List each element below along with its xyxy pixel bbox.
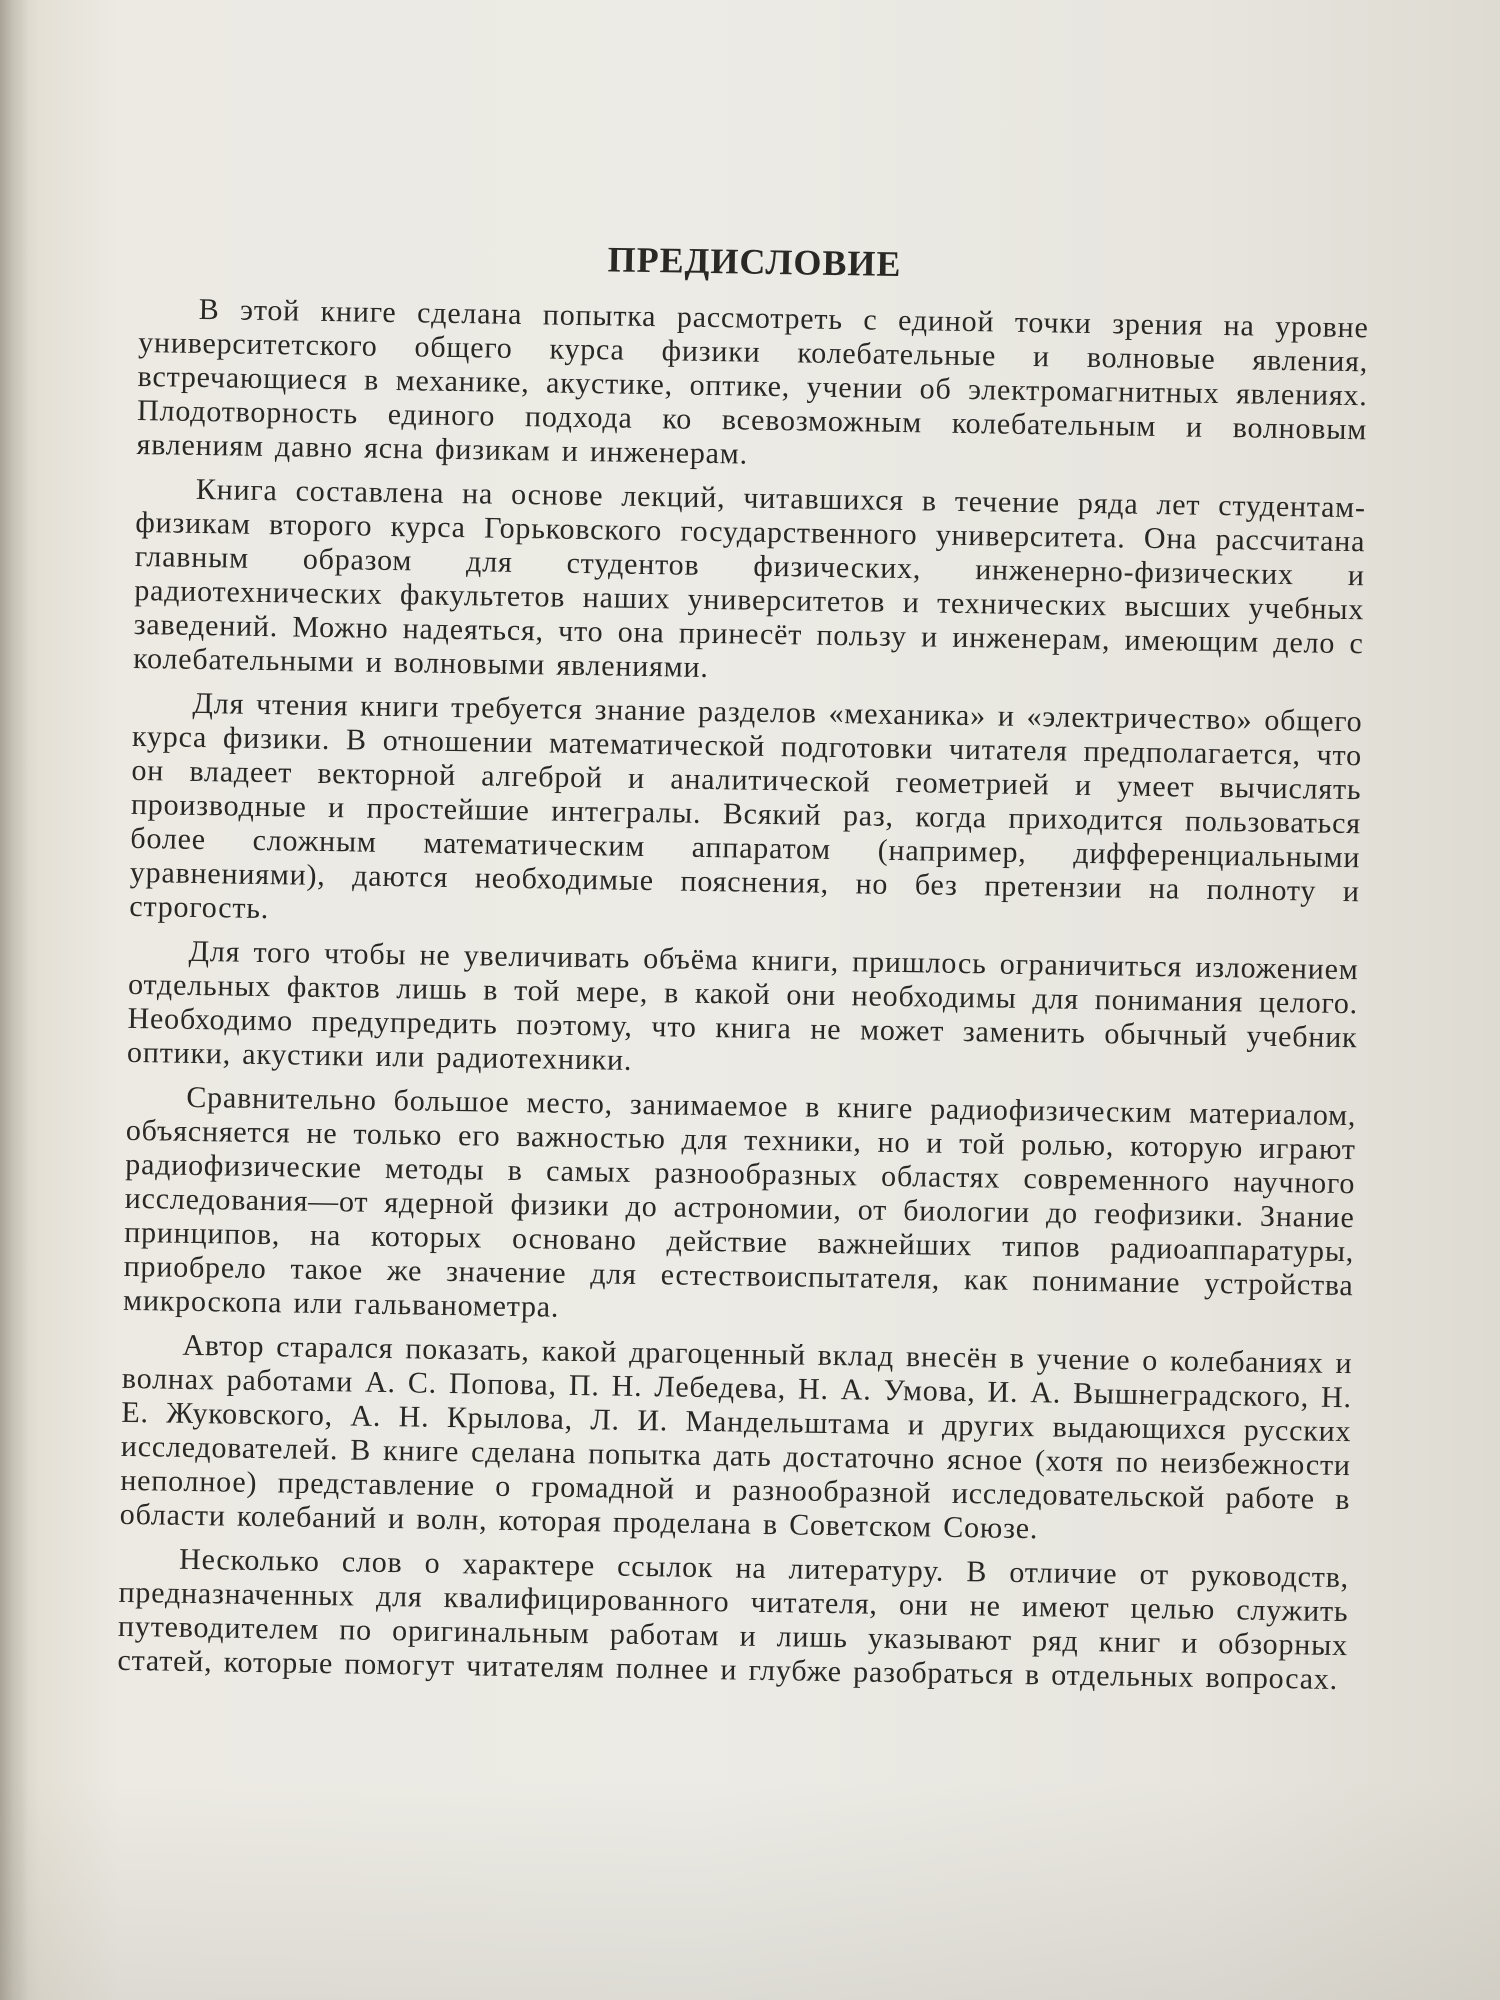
paragraph-2: Книга составлена на основе лекций, читавшихся в течение ряда лет студентам-физикам второго курса Горьковского государственного университета. Она рассчитана главным образом для студентов физических, инженерно-физических и радиотехнических факультетов наших университетов и технических высших учебных заведений. Можно надеяться, что она принесёт пользу и инженерам, имеющим дело с колебательными и волновыми явлениями. bbox=[133, 472, 1367, 684]
paragraph-1: В этой книге сделана попытка рассмотреть с единой точки зрения на уровне университетского общего курса физики колебательные и волновые явления, встречающиеся в механике, акустике, оптике, учении об электромагнитных явлениях. Плодотворность единого подхода ко всевозможным колебательным и волновым явлениям давно ясна физикам и инженерам. bbox=[136, 292, 1369, 471]
paragraph-7: Несколько слов о характере ссылок на литературу. В отличие от руководств, предназначенных для квалифицированного читателя, они не имеют целью служить путеводителем по оригинальным работам и лишь указывают ряд книг и обзорных статей, которые помогут читателям полнее и глубже разобраться в отдельных вопросах. bbox=[117, 1542, 1350, 1696]
paragraph-5: Сравнительно большое место, занимаемое в книге радиофизическим материалом, объясняется не только его важностью для техники, но и той ролью, которую играют радиофизические методы в самых разнообразных областях современного научного исследования—от ядерной физики до астрономии, от биологии до геофизики. Знание принципов, на которых основано действие важнейших типов радиоаппаратуры, приобрело такое же значение для естествоиспытателя, как понимание устройства микроскопа или гальванометра. bbox=[122, 1080, 1357, 1324]
preface-text-block bbox=[117, 230, 1370, 1707]
page-title: ПРЕДИСЛОВИЕ bbox=[607, 239, 902, 284]
paragraph-6: Автор старался показать, какой драгоценный вклад внесён в учение о колебаниях и волнах работами А. С. Попова, П. Н. Лебедева, Н. А. Умова, И. А. Вышнеградского, Н. Е. Жуковского, А. Н. Крылова, Л. И. Мандельштама и других выдающихся русских исследователей. В книге сделана попытка дать достаточно ясное (хотя по неизбежности неполное) представление о громадной и разнообразной исследовательской работе в области колебаний и волн, которая проделана в Советском Союзе. bbox=[119, 1328, 1353, 1546]
page-gutter-shadow bbox=[0, 0, 28, 2000]
paragraph-3: Для чтения книги требуется знание разделов «механика» и «электричество» общего курса физики. В отношении математической подготовки читателя предполагается, что он владеет векторной алгеброй и аналитической геометрией и умеет вычислять производные и простейшие интегралы. Всякий раз, когда приходится пользоваться более сложным математическим аппаратом (например, дифференциальными уравнениями), даются необходимые пояснения, но без претензии на полноту и строгость. bbox=[129, 686, 1363, 926]
paragraph-4: Для того чтобы не увеличивать объёма книги, пришлось ограничиться изложением отдельных фактов лишь в той мере, в какой они необходимы для понимания целого. Необходимо предупредить поэтому, что книга не может заменить обычный учебник оптики, акустики или радиотехники. bbox=[126, 934, 1359, 1077]
page-bottom-shade bbox=[0, 1780, 1500, 2000]
